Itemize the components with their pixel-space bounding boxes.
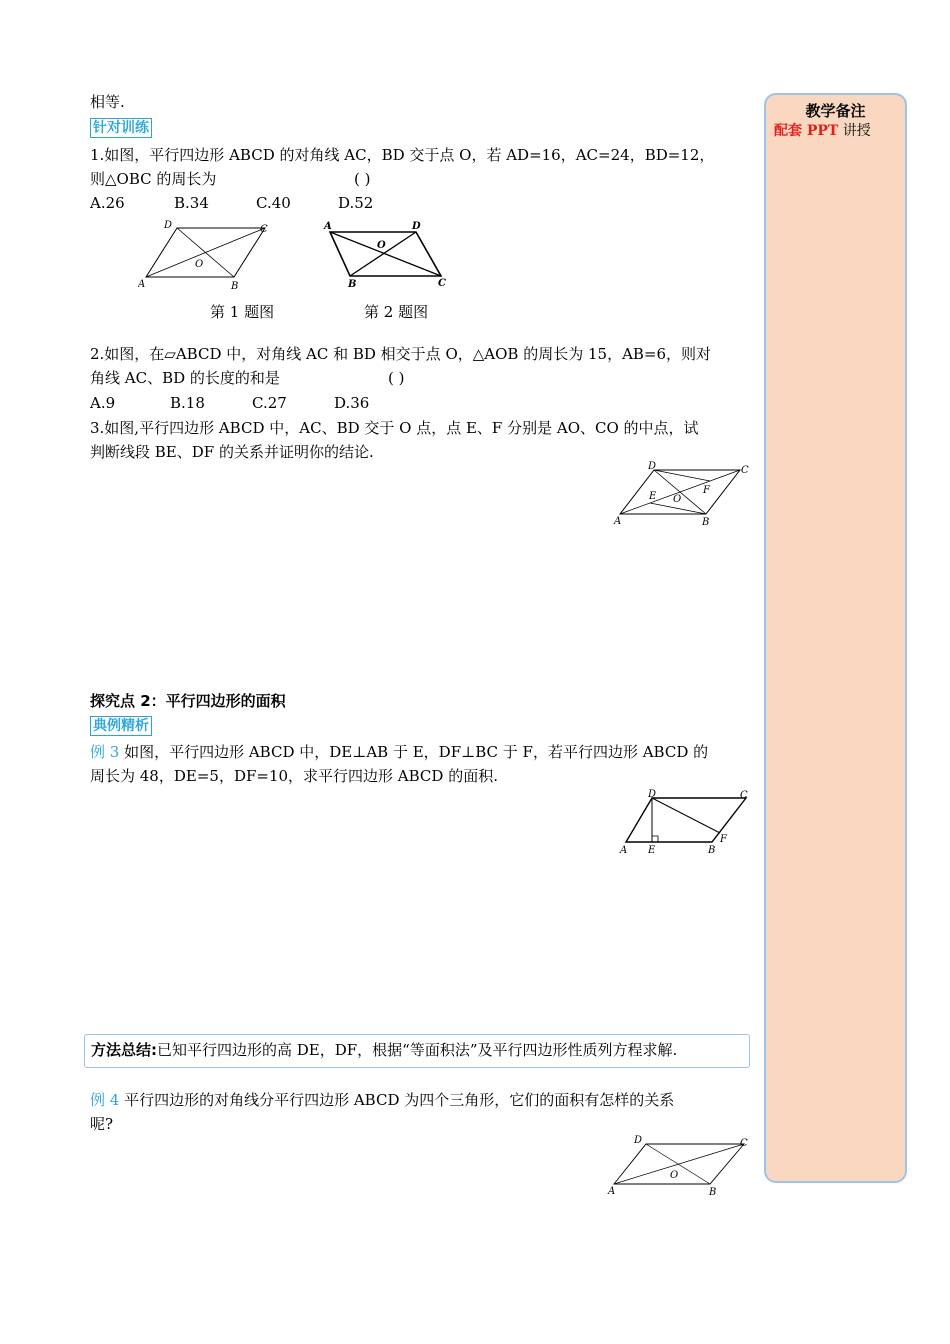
ex4-line1	[90, 1088, 674, 1112]
q2-option-b: B.18	[170, 394, 205, 412]
ex3-line1	[90, 740, 708, 764]
q2-answer-paren: ( )	[388, 369, 405, 387]
ex4-label: 例 4	[90, 1091, 120, 1109]
fig2-label-d: D	[412, 221, 421, 232]
q1-line1: 1.如图，平行四边形 ABCD 的对角线 AC，BD 交于点 O，若 AD=16，AC=24，BD=12，	[90, 146, 715, 164]
sidebar-title: 教学备注	[805, 102, 866, 120]
q2-line1: 2.如图，在▱ABCD 中，对角线 AC 和 BD 相交于点 O，△AOB 的周长为 15，AB=6，则对	[90, 345, 712, 363]
q1-option-a: A.26	[90, 194, 125, 212]
fig3-label-f: F	[703, 485, 710, 496]
sidebar-note-rest: 讲授	[838, 123, 871, 139]
fig2-label-o: O	[377, 240, 386, 251]
fig3-label-c: C	[741, 465, 749, 476]
fig1-caption: 第 1 题图	[210, 303, 275, 321]
fig3-label-b: B	[702, 517, 710, 528]
q1-answer-paren: ( )	[354, 170, 371, 188]
fig5-label-a: A	[608, 1186, 616, 1197]
q2-option-d: D.36	[334, 394, 370, 412]
q2-option-a: A.9	[90, 394, 116, 412]
fig2-caption: 第 2 题图	[364, 303, 429, 321]
method-summary-text: 已知平行四边形的高 DE，DF，根据“等面积法”及平行四边形性质列方程求解.	[157, 1041, 678, 1059]
method-summary-label: 方法总结:	[91, 1041, 157, 1059]
fig1-label-b: B	[231, 281, 239, 292]
fig3-label-d: D	[648, 461, 657, 472]
ex3-line2: 周长为 48，DE=5，DF=10，求平行四边形 ABCD 的面积.	[90, 767, 498, 785]
q3-line2: 判断线段 BE、DF 的关系并证明你的结论.	[90, 443, 374, 461]
ex4-text: 平行四边形的对角线分平行四边形 ABCD 为四个三角形，它们的面积有怎样的关系	[119, 1091, 675, 1109]
fig4-right-angle-e	[652, 836, 658, 842]
q3-line1: 3.如图,平行四边形 ABCD 中，AC、BD 交于 O 点，点 E、F 分别是 AO、CO 的中点，试	[90, 419, 699, 437]
q1-line2: 则△OBC 的周长为	[90, 170, 217, 188]
q2-option-c: C.27	[252, 394, 287, 412]
fig4-label-d: D	[648, 789, 657, 800]
fig3-diagonal-bd	[654, 470, 706, 514]
figure-4	[614, 786, 754, 858]
top-line: 相等.	[90, 93, 125, 111]
fig4-label-c: C	[740, 790, 748, 801]
q2-line2: 角线 AC、BD 的长度的和是	[90, 369, 280, 387]
fig2-label-c: C	[438, 278, 446, 289]
fig4-label-e: E	[648, 845, 656, 856]
fig3-label-o: O	[673, 494, 682, 505]
practice-tag-label: 针对训练	[90, 118, 152, 138]
q1-option-d: D.52	[338, 194, 374, 212]
ex3-label: 例 3	[90, 743, 120, 761]
q1-option-c: C.40	[256, 194, 291, 212]
figure-5	[602, 1132, 754, 1202]
section2-heading: 探究点 2：平行四边形的面积	[90, 692, 286, 710]
fig5-label-b: B	[709, 1187, 717, 1198]
teaching-notes-sidebar	[764, 93, 907, 1183]
q1-option-b: B.34	[174, 194, 209, 212]
fig5-label-c: C	[740, 1138, 748, 1149]
fig3-segment-df	[654, 470, 710, 481]
ex4-line2: 呢?	[90, 1115, 114, 1133]
fig1-diagonal-bd	[177, 228, 234, 277]
fig5-label-o: O	[670, 1170, 679, 1181]
examples-tag-label: 典例精析	[90, 716, 152, 736]
fig5-label-d: D	[634, 1135, 643, 1146]
examples-tag	[90, 715, 152, 736]
fig1-label-d: D	[164, 220, 173, 231]
fig2-diagonal-bd	[350, 232, 416, 276]
fig1-label-o: O	[195, 259, 204, 270]
method-summary-box	[84, 1034, 750, 1068]
ex3-text: 如图，平行四边形 ABCD 中，DE⊥AB 于 E，DF⊥BC 于 F，若平行四边形 ABCD 的	[119, 743, 709, 761]
fig4-label-a: A	[620, 845, 628, 856]
fig3-label-a: A	[614, 516, 622, 527]
figure-1	[138, 216, 278, 292]
fig4-height-df	[652, 798, 720, 833]
fig3-label-e: E	[649, 491, 657, 502]
sidebar-note-ppt: 配套 PPT	[774, 123, 839, 139]
fig5-diagonal-ac	[614, 1144, 744, 1184]
figure-3	[606, 458, 754, 532]
fig4-parallelogram	[626, 798, 746, 842]
practice-tag	[90, 117, 152, 138]
fig4-label-b: B	[708, 845, 716, 856]
fig1-label-c: C	[260, 224, 268, 235]
fig2-label-a: A	[324, 221, 332, 232]
fig4-label-f: F	[720, 834, 727, 845]
fig1-label-a: A	[138, 279, 146, 290]
sidebar-note	[774, 121, 871, 141]
fig2-label-b: B	[348, 279, 357, 290]
figure-2	[318, 218, 454, 292]
